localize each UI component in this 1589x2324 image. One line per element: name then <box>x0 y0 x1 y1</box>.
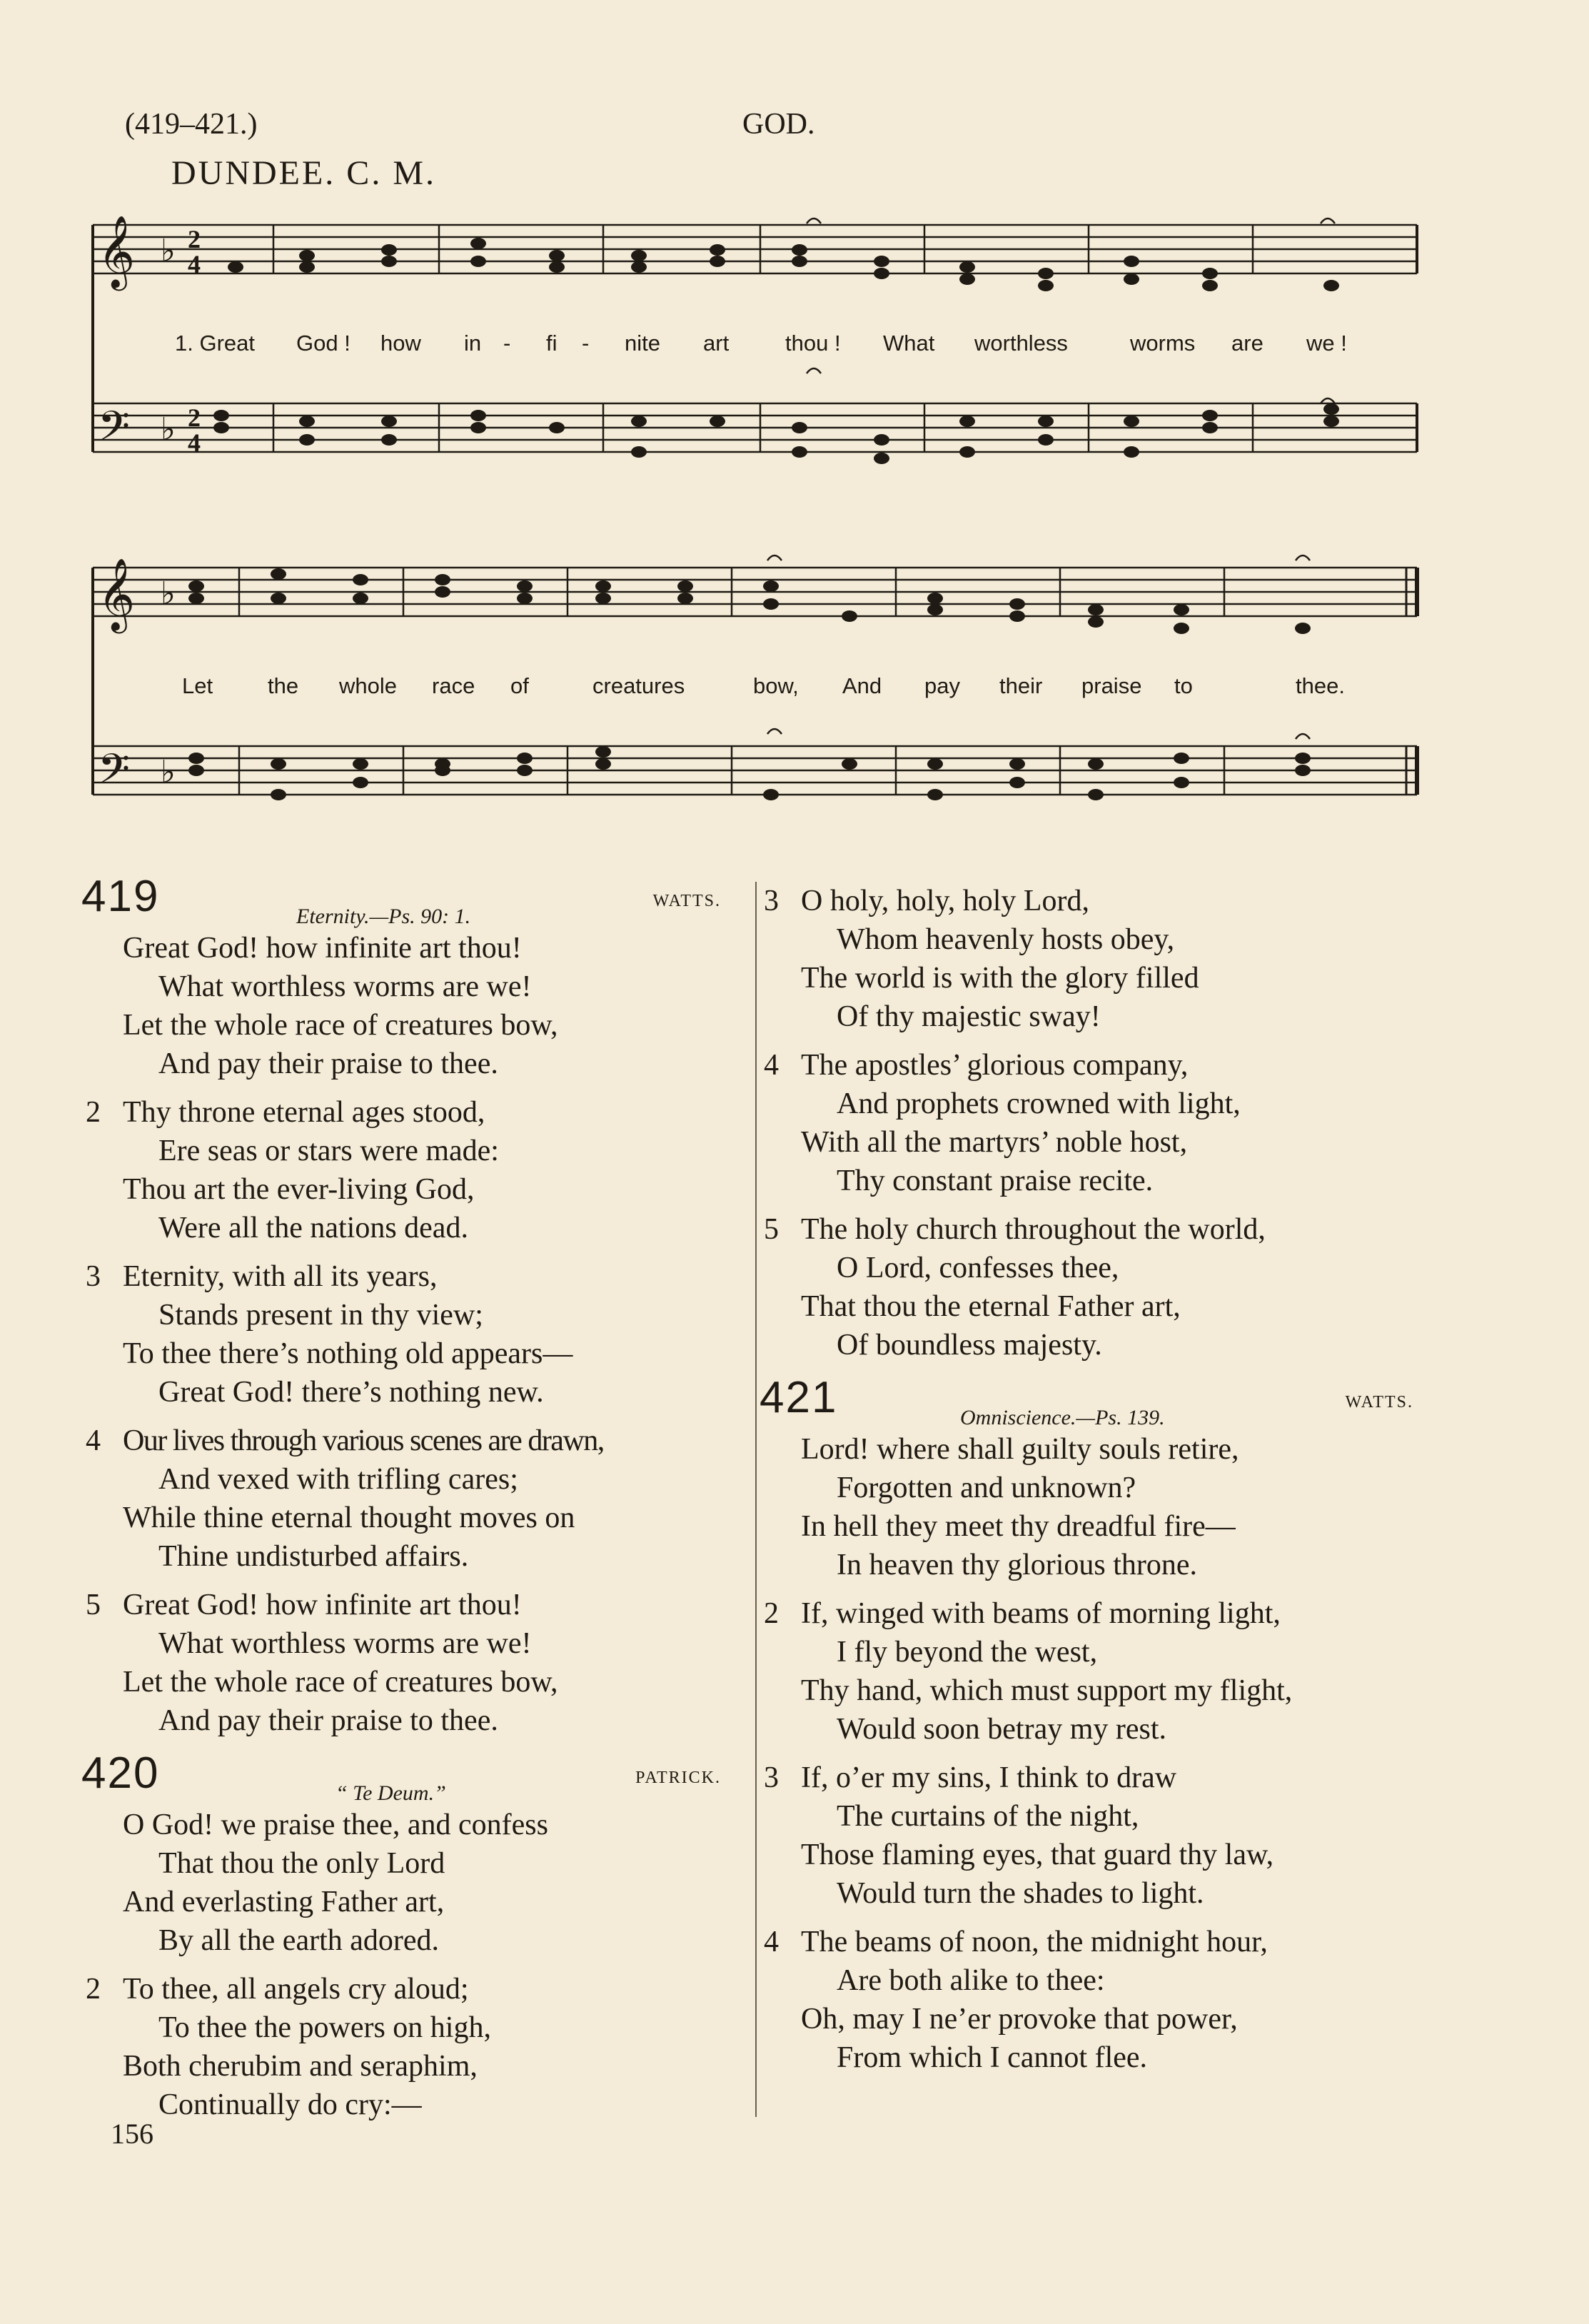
syllable: art <box>703 331 730 356</box>
svg-text:2: 2 <box>188 225 201 253</box>
hymn-number: 420 <box>81 1749 160 1798</box>
verse-line: In heaven thy glorious throne. <box>837 1549 1198 1581</box>
stanza <box>79 929 735 1083</box>
verse-line: Lord! where shall guilty souls retire, <box>801 1433 1239 1466</box>
verse-line: The world is with the glory filled <box>801 962 1199 995</box>
hymn-number: 419 <box>81 872 160 921</box>
verse-line: The curtains of the night, <box>837 1800 1139 1833</box>
verse-line: Thine undisturbed affairs. <box>158 1540 469 1573</box>
verse-line: The beams of noon, the midnight hour, <box>801 1926 1268 1958</box>
syllable: worms <box>1130 331 1196 356</box>
verse-line: Let the whole race of creatures bow, <box>123 1666 558 1699</box>
stanza <box>757 1430 1428 1584</box>
left-column <box>79 872 735 2143</box>
verse-line: Great God! there’s nothing new. <box>158 1376 544 1409</box>
verse-line: Of boundless majesty. <box>837 1329 1102 1362</box>
syllable: how <box>380 331 421 356</box>
verse-line: I fly beyond the west, <box>837 1636 1098 1669</box>
page-number: 156 <box>111 2118 153 2150</box>
stanza <box>757 1210 1428 1364</box>
verse-line: If, winged with beams of morning light, <box>801 1597 1281 1630</box>
verse-line: With all the martyrs’ noble host, <box>801 1126 1188 1159</box>
verse-line: If, o’er my sins, I think to draw <box>801 1761 1177 1794</box>
stanza <box>79 1422 735 1576</box>
stanza-number: 3 <box>764 1761 779 1794</box>
verse-line: Great God! how infinite art thou! <box>123 932 522 965</box>
page-range: (419–421.) <box>125 108 258 141</box>
verse-line: Those flaming eyes, that guard thy law, <box>801 1838 1274 1871</box>
verse-line: Let the whole race of creatures bow, <box>123 1009 558 1042</box>
tune-name: DUNDEE. C. M. <box>171 154 436 192</box>
verse-line: Thy constant praise recite. <box>837 1164 1154 1197</box>
syllable: And <box>842 673 882 698</box>
verse-line: And pay their praise to thee. <box>158 1047 498 1080</box>
syllable: thee. <box>1296 673 1345 698</box>
verse-line: Ere seas or stars were made: <box>158 1135 499 1167</box>
verse-line: Were all the nations dead. <box>158 1212 468 1244</box>
verse-line: To thee the powers on high, <box>158 2011 491 2044</box>
music-system-1 <box>89 207 1424 507</box>
verse-line: Forgotten and unknown? <box>837 1472 1136 1504</box>
svg-text:4: 4 <box>188 250 201 278</box>
music-system-2 <box>89 550 1424 850</box>
syllable: pay <box>924 673 960 698</box>
hymn-419 <box>79 872 735 1740</box>
verse-line: And vexed with trifling cares; <box>158 1463 518 1496</box>
page-heading: GOD. <box>742 108 815 141</box>
verse-line: Would soon betray my rest. <box>837 1713 1167 1746</box>
svg-text:♭: ♭ <box>161 233 176 269</box>
svg-text:♭: ♭ <box>161 754 176 790</box>
verse-line: That thou the eternal Father art, <box>801 1290 1181 1323</box>
verse-line: In hell they meet thy dreadful fire— <box>801 1510 1236 1543</box>
syllable: nite <box>625 331 660 356</box>
verse-line: The apostles’ glorious company, <box>801 1049 1189 1082</box>
stanza-number: 4 <box>86 1424 101 1457</box>
syllable: fi <box>546 331 558 356</box>
syllable: God ! <box>296 331 350 356</box>
verse-line: By all the earth adored. <box>158 1924 440 1957</box>
svg-text:𝄢: 𝄢 <box>98 402 131 461</box>
stanza-number: 5 <box>86 1589 101 1621</box>
stanza <box>79 1806 735 1960</box>
syllable: of <box>510 673 529 698</box>
stanza <box>757 1923 1428 2077</box>
stanza-number: 2 <box>764 1597 779 1630</box>
syllable: praise <box>1081 673 1142 698</box>
hymn-subject: Eternity.—Ps. 90: 1. <box>296 905 471 928</box>
svg-text:𝄞: 𝄞 <box>98 214 136 288</box>
verse-line: That thou the only Lord <box>158 1847 445 1880</box>
verse-line: Whom heavenly hosts obey, <box>837 923 1175 956</box>
syllable: 1. Great <box>175 331 255 356</box>
syllable: worthless <box>974 331 1068 356</box>
verse-line: Thy hand, which must support my flight, <box>801 1674 1293 1707</box>
verse-line: While thine eternal thought moves on <box>123 1501 575 1534</box>
svg-text:2: 2 <box>188 403 201 432</box>
svg-text:𝄢: 𝄢 <box>98 745 131 803</box>
syllable: their <box>999 673 1043 698</box>
syllable: are <box>1231 331 1263 356</box>
verse-line: Thou art the ever-living God, <box>123 1173 475 1206</box>
verse-line: And everlasting Father art, <box>123 1886 445 1918</box>
syllable: in <box>464 331 482 356</box>
svg-text:♭: ♭ <box>161 411 176 448</box>
stanza <box>79 1093 735 1247</box>
stanza-number: 5 <box>764 1213 779 1246</box>
hymn-author: WATTS. <box>1345 1393 1413 1412</box>
hymn-author: PATRICK. <box>635 1769 721 1787</box>
hymn-420 <box>79 1749 735 2124</box>
stanza <box>757 1759 1428 1913</box>
verse-line: Thy throne eternal ages stood, <box>123 1096 485 1129</box>
syllable: - <box>582 331 590 356</box>
syllable: thou ! <box>785 331 841 356</box>
verse-line: Of thy majestic sway! <box>837 1000 1101 1033</box>
verse-line: Both cherubim and seraphim, <box>123 2050 478 2083</box>
verse-line: O holy, holy, holy Lord, <box>801 885 1090 917</box>
syllable: What <box>883 331 935 356</box>
verse-line: To thee, all angels cry aloud; <box>123 1973 469 2006</box>
syllable: race <box>432 673 475 698</box>
verse-line: Great God! how infinite art thou! <box>123 1589 522 1621</box>
verse-line: From which I cannot flee. <box>837 2041 1148 2074</box>
verse-line: The holy church throughout the world, <box>801 1213 1266 1246</box>
stanza-number: 4 <box>764 1049 779 1082</box>
stanza <box>79 1257 735 1412</box>
stanza <box>757 1046 1428 1200</box>
svg-text:𝄞: 𝄞 <box>98 557 136 630</box>
hymn-subject: Omniscience.—Ps. 139. <box>960 1406 1165 1429</box>
right-column <box>757 882 1428 2096</box>
verse-line: Stands present in thy view; <box>158 1299 483 1332</box>
syllable: - <box>503 331 511 356</box>
verse-line: Would turn the shades to light. <box>837 1877 1204 1910</box>
syllable: we ! <box>1306 331 1347 356</box>
syllable: whole <box>339 673 397 698</box>
stanza <box>79 1586 735 1740</box>
stanza-number: 4 <box>764 1926 779 1958</box>
syllable: to <box>1174 673 1193 698</box>
verse-line: Oh, may I ne’er provoke that power, <box>801 2003 1238 2036</box>
syllable: the <box>268 673 299 698</box>
verse-line: Our lives through various scenes are drawn, <box>123 1424 604 1457</box>
stanza <box>79 1970 735 2124</box>
hymn-number: 421 <box>760 1373 838 1422</box>
svg-text:♭: ♭ <box>161 575 176 612</box>
verse-line: And prophets crowned with light, <box>837 1087 1241 1120</box>
lyrics-line-1 <box>89 331 1424 359</box>
syllable: Let <box>182 673 213 698</box>
verse-line: O God! we praise thee, and confess <box>123 1809 548 1841</box>
hymn-author: WATTS. <box>652 892 721 910</box>
verse-line: Are both alike to thee: <box>837 1964 1105 1997</box>
lyrics-line-2 <box>89 673 1424 702</box>
verse-line: Eternity, with all its years, <box>123 1260 438 1293</box>
stanza-number: 3 <box>764 885 779 917</box>
verse-line: To thee there’s nothing old appears— <box>123 1337 573 1370</box>
syllable: bow, <box>753 673 799 698</box>
stanza <box>757 882 1428 1036</box>
verse-line: O Lord, confesses thee, <box>837 1252 1119 1284</box>
stanza-number: 3 <box>86 1260 101 1293</box>
svg-text:4: 4 <box>188 428 201 457</box>
verse-line: What worthless worms are we! <box>158 1627 532 1660</box>
hymn-421 <box>757 1373 1428 2077</box>
stanza <box>757 1594 1428 1749</box>
stanza-number: 2 <box>86 1096 101 1129</box>
verse-line: Continually do cry:— <box>158 2088 422 2121</box>
hymn-subject: “ Te Deum.” <box>336 1781 446 1805</box>
syllable: creatures <box>592 673 685 698</box>
verse-line: What worthless worms are we! <box>158 970 532 1003</box>
verse-line: And pay their praise to thee. <box>158 1704 498 1737</box>
hymn-420-continued <box>757 882 1428 1364</box>
stanza-number: 2 <box>86 1973 101 2006</box>
